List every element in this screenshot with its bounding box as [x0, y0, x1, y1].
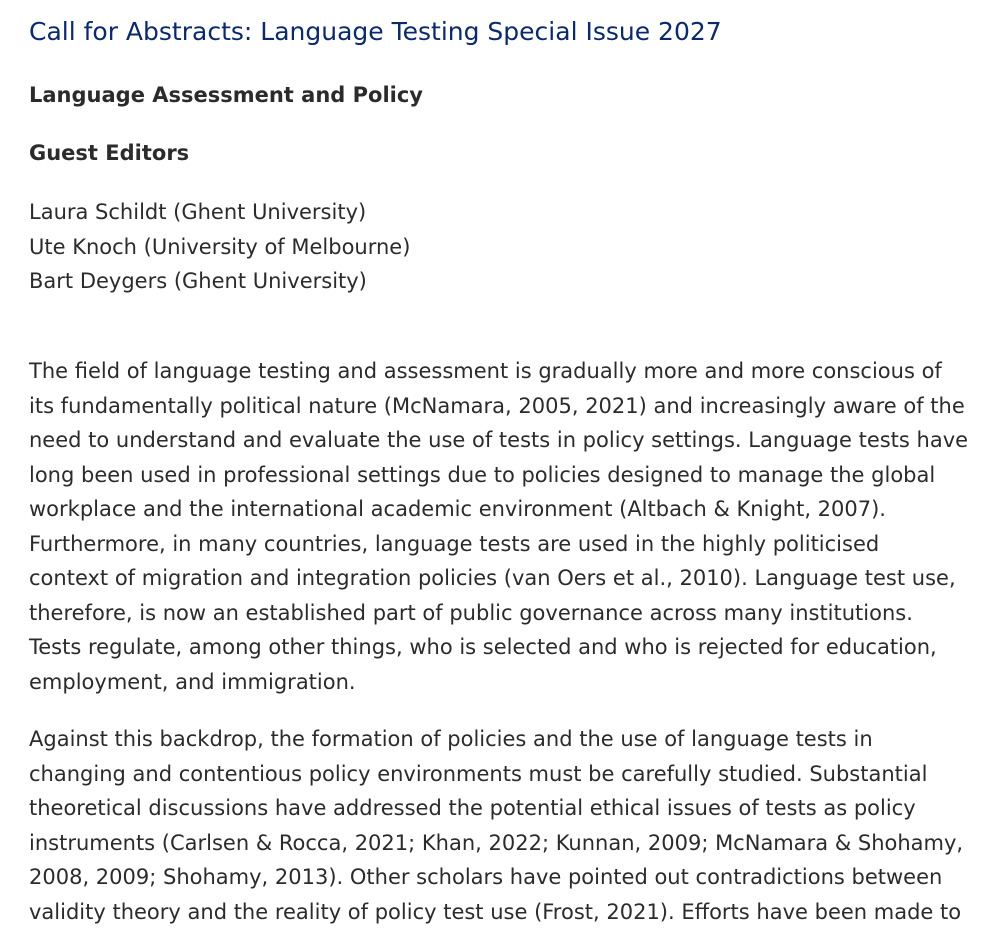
- special-issue-subtitle: Language Assessment and Policy: [29, 83, 423, 107]
- paragraph-line: its fundamentally political nature (McNamara, 2005, 2021) and increasingly aware of the: [29, 393, 965, 418]
- guest-editors-list: [29, 195, 410, 299]
- paragraph-line: Tests regulate, among other things, who is selected and who is rejected for education,: [29, 635, 937, 659]
- guest-editor-name: Laura Schildt (Ghent University): [29, 200, 367, 224]
- paragraph-line: long been used in professional settings due to policies designed to manage the global: [29, 462, 936, 487]
- paragraph-line: workplace and the international academic environment (Altbach & Knight, 2007).: [29, 497, 886, 521]
- paragraph-line: therefore, is now an established part of public governance across many institutions.: [29, 600, 913, 625]
- guest-editor-name: Bart Deygers (Ghent University): [29, 269, 367, 293]
- body-paragraph-1: [29, 354, 968, 699]
- paragraph-line: context of migration and integration policies (van Oers et al., 2010). Language test use,: [29, 566, 956, 590]
- paragraph-line: Furthermore, in many countries, language tests are used in the highly politicised: [29, 531, 880, 556]
- paragraph-line: changing and contentious policy environments must be carefully studied. Substantial: [29, 761, 928, 786]
- body-paragraph-2: [29, 722, 963, 929]
- paragraph-line: instruments (Carlsen & Rocca, 2021; Khan, 2022; Kunnan, 2009; McNamara & Shohamy,: [29, 830, 964, 855]
- paragraph-line: 2008, 2009; Shohamy, 2013). Other scholars have pointed out contradictions between: [29, 865, 943, 889]
- paragraph-line: The field of language testing and assessment is gradually more and more conscious of: [29, 359, 942, 383]
- paragraph-line: theoretical discussions have addressed the potential ethical issues of tests as policy: [29, 796, 916, 820]
- paragraph-line: validity theory and the reality of policy test use (Frost, 2021). Efforts have been made to: [29, 899, 962, 924]
- paragraph-line: employment, and immigration.: [29, 669, 356, 694]
- paragraph-line: Against this backdrop, the formation of policies and the use of language tests in: [29, 727, 873, 751]
- page-title: Call for Abstracts: Language Testing Special Issue 2027: [29, 17, 722, 46]
- paragraph-line: need to understand and evaluate the use of tests in policy settings. Language tests have: [29, 428, 969, 452]
- guest-editors-heading: Guest Editors: [29, 141, 190, 165]
- guest-editor-name: Ute Knoch (University of Melbourne): [29, 234, 411, 259]
